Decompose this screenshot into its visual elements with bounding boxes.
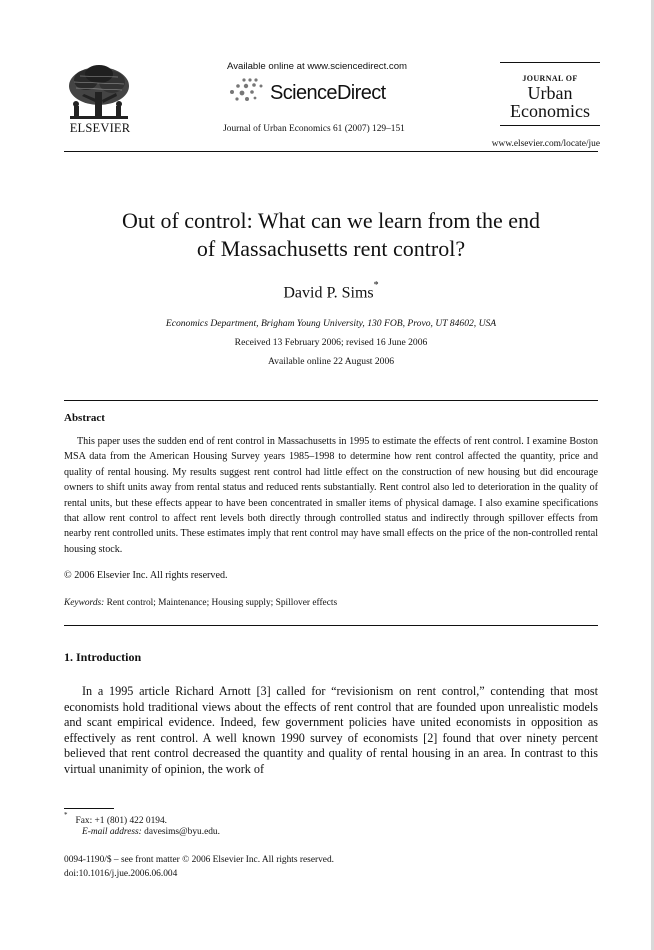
journal-url[interactable]: www.elsevier.com/locate/jue (491, 139, 600, 149)
header-rule (64, 151, 598, 152)
title-line-1: Out of control: What can we learn from the end (121, 208, 541, 233)
doi-line[interactable]: doi:10.1016/j.jue.2006.06.004 (64, 869, 178, 879)
footnote-fax-text: Fax: +1 (801) 422 0194. (75, 816, 167, 827)
section-heading-introduction: 1. Introduction (64, 650, 142, 664)
sciencedirect-availability: Available online at www.sciencedirect.com (226, 61, 408, 72)
affiliation: Economics Department, Brigham Young University, 130 FOB, Provo, UT 84602, USA (165, 318, 497, 329)
publisher-name: ELSEVIER (69, 121, 131, 135)
available-online-date: Available online 22 August 2006 (267, 356, 395, 367)
footnote-mark: * (64, 811, 68, 819)
footnote-email (82, 827, 220, 837)
journal-citation: Journal of Urban Economics 61 (2007) 129–151 (223, 124, 405, 134)
journal-logo-line2: Economics (510, 101, 590, 121)
introduction-body (64, 684, 598, 778)
received-dates: Received 13 February 2006; revised 16 June 2006 (234, 337, 428, 348)
email-address[interactable]: davesims@byu.edu. (144, 827, 220, 837)
abstract-bottom-rule (64, 625, 598, 626)
title-line-2: of Massachusetts rent control? (196, 236, 466, 261)
keywords-list: Rent control; Maintenance; Housing supply; Spillover effects (106, 598, 338, 608)
article-title (64, 207, 598, 263)
abstract-top-rule (64, 400, 598, 401)
author (64, 280, 598, 302)
footnote-rule (64, 808, 114, 809)
abstract-heading: Abstract (64, 412, 105, 424)
footnote-fax (64, 813, 167, 826)
abstract-paragraph: This paper uses the sudden end of rent control in Massachusetts in 1995 to estimate the effects of rent control. I examine Boston MSA data from the American Housing Survey years 1985–1998 to determine how rent control affected the quantity, price and quality of rental housing. My results suggest rent control had little effect on the construction of new housing but did encourage owners to shift units away from rental status and reduced rents substantially. Rent control also led to deterioration in the quality of rental units, but these effects appear to have been concentrated in smaller items of physical damage. I also examine specifications that allow rent control to affect rent levels both directly through controlled status and indirectly through spillover effects from nearby rent controlled units. These estimates imply that rent control may have small effects on the price of the non-controlled rental housing stock. (64, 436, 598, 555)
keywords (64, 598, 598, 608)
author-name: David P. Sims (283, 284, 374, 302)
issn-line: 0094-1190/$ – see front matter © 2006 Elsevier Inc. All rights reserved. (64, 855, 334, 865)
abstract-body (64, 434, 598, 557)
sciencedirect-dots-icon (228, 77, 268, 105)
journal-logo-prefix: JOURNAL OF (522, 74, 578, 83)
sciencedirect-logo-text: ScienceDirect (270, 82, 386, 104)
abstract-copyright: © 2006 Elsevier Inc. All rights reserved. (64, 570, 228, 581)
elsevier-tree-logo (64, 62, 134, 128)
introduction-paragraph: In a 1995 article Richard Arnott [3] called for “revisionism on rent control,” contending that most economists hold traditional views about the effects of rent control that are founded upon unrealistic models and scant empirical evidence. Indeed, few government policies have united economists in opposition as effectively as rent control. A well known 1990 survey of economists [2] found that over ninety percent believed that rent control decreased the quantity and quality of rental housing in an area. In contrast to this virtual unanimity of opinion, the work of (64, 684, 598, 776)
keywords-label: Keywords: (64, 598, 105, 608)
email-label: E-mail address: (82, 827, 142, 837)
journal-logo-line1: Urban (527, 83, 573, 103)
author-footnote-mark[interactable]: * (373, 280, 379, 291)
